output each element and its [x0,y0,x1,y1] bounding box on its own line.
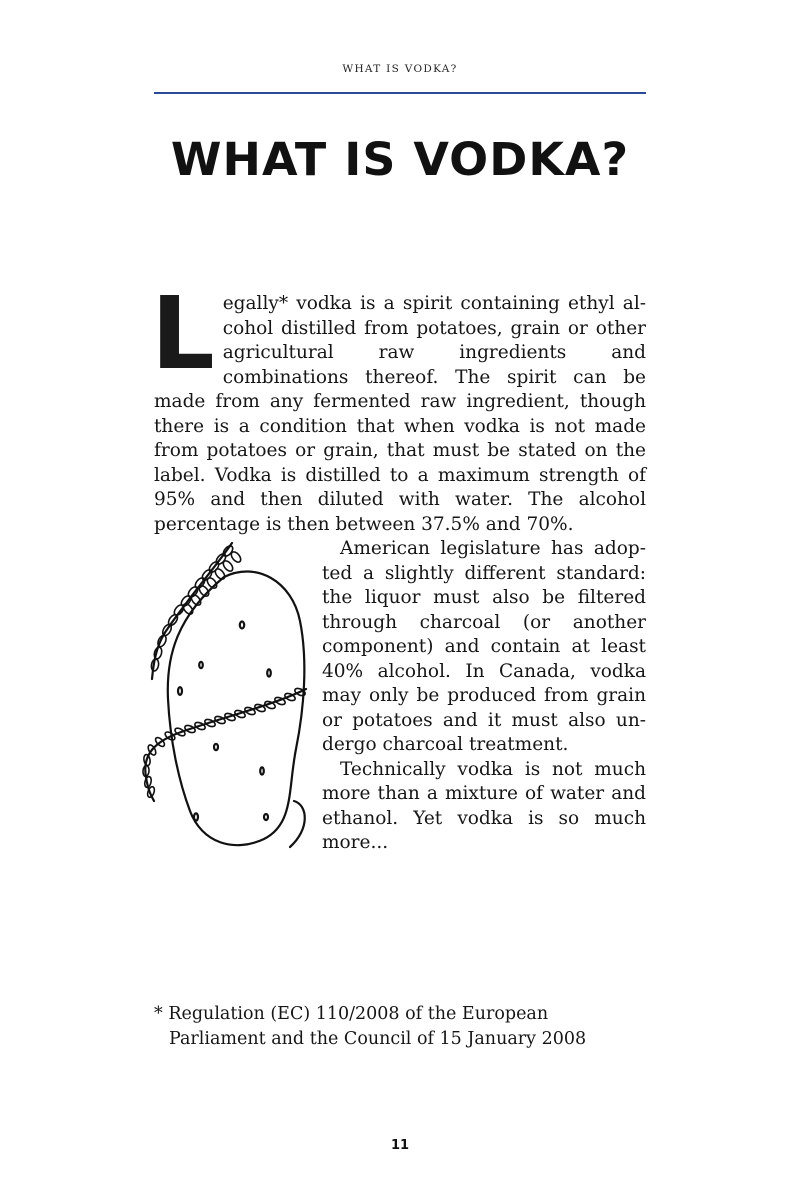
paragraph-intro [151,275,646,537]
running-header: WHAT IS VODKA? [342,63,458,75]
potato-outline [168,571,305,845]
potato-root [290,801,305,847]
dropcap: L [151,275,215,392]
paragraph-intro-text: egally* vodka is a spirit containing ethyl alcohol distilled from potatoes, grain or other agricultural raw ingredients and combinations thereof. The spirit can be made from any fermented raw ingredient, though there is a condition that when vodka is not made from potatoes or grain, that must be stated on the label. Vodka is distilled to a maximum strength of 95% and then diluted with water. The alcohol percentage is then between 37.5% and 70%. [154,293,646,535]
body-text [151,275,646,857]
paragraph-technical: Technically vodka is not much more than a mixture of water and ethanol. Yet vodka is so much more... [322,758,646,853]
paragraph-us-canada: American legislature has adopted a slightly different standard: the liquor must also be filtered through charcoal (or another component) and contain at least 40% alcohol. In Canada, vodka may only be produced from grain or potatoes and it must also undergo charcoal treatment. [322,538,646,755]
footnote-line-1: * Regulation (EC) 110/2008 of the European [154,1004,549,1024]
chapter-title: WHAT IS VODKA? [170,133,630,186]
header-rule [154,92,646,94]
footnote-line-2: Parliament and the Council of 15 January 2008 [169,1028,587,1049]
potato-with-wheat-icon [124,539,322,857]
page-number: 11 [390,1138,410,1153]
footnote [154,1002,646,1051]
